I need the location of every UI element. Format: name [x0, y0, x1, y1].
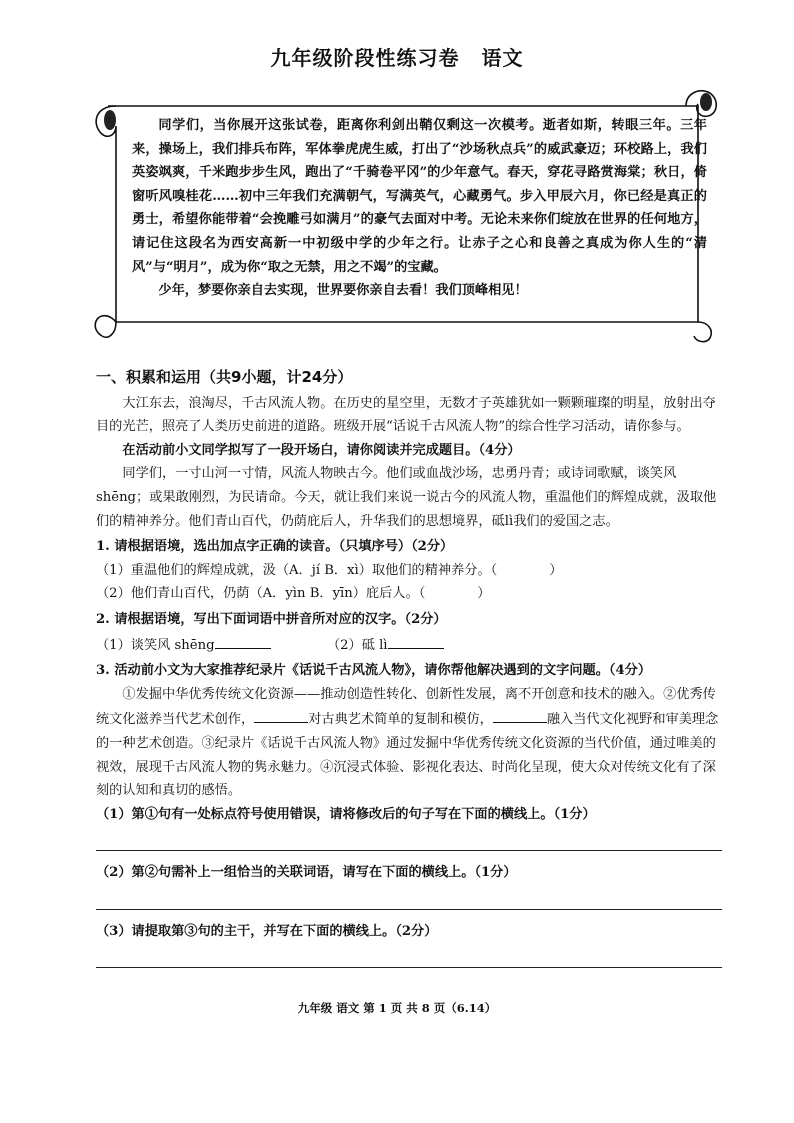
title-subject: 语文	[481, 46, 524, 70]
answer-blank-2-1[interactable]	[215, 632, 271, 649]
preface-paragraph-1: 同学们，当你展开这张试卷，距离你利剑出鞘仅剩这一次模考。逝者如斯，转眼三年。三年来，操场上，我们排兵布阵，军体拳虎虎生威，打出了“沙场秋点兵”的威武豪迈；环校路上，我们英姿飒爽，千米跑步步生风，跑出了“千骑卷平冈”的少年意气。春天，穿花寻路赏海棠；秋日，倚窗听风嗅桂花……初中三年我们充满朝气，写满英气，心藏勇气。步入甲辰六月，你已经是真正的勇士，希望你能带着“会挽雕弓如满月”的豪气去面对中考。无论未来你们绽放在世界的任何地方，请记住这段名为西安高新一中初级中学的少年之行。让赤子之心和良善之真成为你人生的“清风”与“明月”，成为你“取之无禁，用之不竭”的宝藏。	[132, 118, 707, 275]
question-3-sub-3: （3）请提取第③句的主干，并写在下面的横线上。（2分）	[96, 923, 438, 939]
question-3-passage: ①发掘中华优秀传统文化资源——推动创造性转化、创新性发展，离不开创意和技术的融入。②优秀传统文化滋养当代艺术创作， 对古典艺术简单的复制和模仿， 融入当代文化视野和审美理念的一种艺术创造。③纪录片《话说千古风流人物》通过发掘中华优秀传统文化资源的当代价值，通过唯美的视效，展现千古风流人物的隽永魅力。④沉浸式体验、影视化表达、时尚化呈现，使大众对传统文化有了深刻的认知和真切的感悟。	[96, 686, 719, 799]
answer-blank-2-2[interactable]	[388, 632, 444, 649]
section-1	[96, 366, 726, 978]
section-instruction: 在活动前小文同学拟写了一段开场白，请你阅读并完成题目。（4分）	[122, 442, 521, 458]
answer-blank-3-1[interactable]	[254, 706, 308, 723]
question-2-items	[96, 632, 726, 658]
preface-text	[132, 114, 707, 303]
page-footer: 九年级 语文 第 1 页 共 8 页（6.14）	[297, 1001, 497, 1015]
preface-scroll	[86, 86, 726, 348]
answer-line-3-2[interactable]	[96, 891, 722, 910]
question-3-sub-1: （1）第①句有一处标点符号使用错误，请将修改后的句子写在下面的横线上。（1分）	[96, 806, 596, 822]
title-main: 九年级阶段性练习卷	[270, 46, 460, 70]
question-2-item-2: （2）砥 lì	[326, 637, 388, 653]
question-1-stem: 1. 请根据语境，选出加点字正确的读音。（只填序号）（2分）	[96, 539, 454, 555]
answer-blank-3-2[interactable]	[493, 706, 547, 723]
section-intro: 大江东去，浪淘尽，千古风流人物。在历史的星空里，无数才子英雄犹如一颗颗璀璨的明星，放射出夺目的光芒，照亮了人类历史前进的道路。班级开展“话说千古风流人物”的综合性学习活动，请你参与。	[96, 395, 716, 435]
section-heading: 一、积累和运用（共9小题，计24分）	[96, 368, 353, 386]
question-2-item-1: （1）谈笑风 shēng	[96, 637, 215, 653]
question-3-sub-2: （2）第②句需补上一组恰当的关联词语，请写在下面的横线上。（1分）	[96, 865, 517, 881]
question-3-stem: 3. 活动前小文为大家推荐纪录片《话说千古风流人物》，请你帮他解决遇到的文字问题。（4分）	[96, 663, 652, 679]
question-1-item-1: （1）重温他们的辉煌成就，汲（A．jí B．xì）取他们的精神养分。（ ）	[96, 562, 563, 578]
answer-line-3-3[interactable]	[96, 949, 722, 968]
page-title	[0, 42, 794, 71]
opening-speech: 同学们，一寸山河一寸情，风流人物映古今。他们或血战沙场，忠勇丹青；或诗词歌赋，谈笑风shēng；或果敢刚烈，为民请命。今天，就让我们来说一说古今的风流人物，重温他们的辉煌成就，汲取他们的精神养分。他们青山百代，仍荫庇后人，升华我们的思想境界，砥lì我们的爱国之志。	[96, 466, 717, 529]
question-1-item-2: （2）他们青山百代，仍荫（A．yìn B．yīn）庇后人。（ ）	[96, 586, 491, 602]
preface-paragraph-2: 少年，梦要你亲自去实现，世界要你亲自去看！我们顶峰相见！	[158, 283, 528, 299]
question-2-stem: 2. 请根据语境，写出下面词语中拼音所对应的汉字。（2分）	[96, 611, 447, 627]
answer-line-3-1[interactable]	[96, 832, 722, 851]
